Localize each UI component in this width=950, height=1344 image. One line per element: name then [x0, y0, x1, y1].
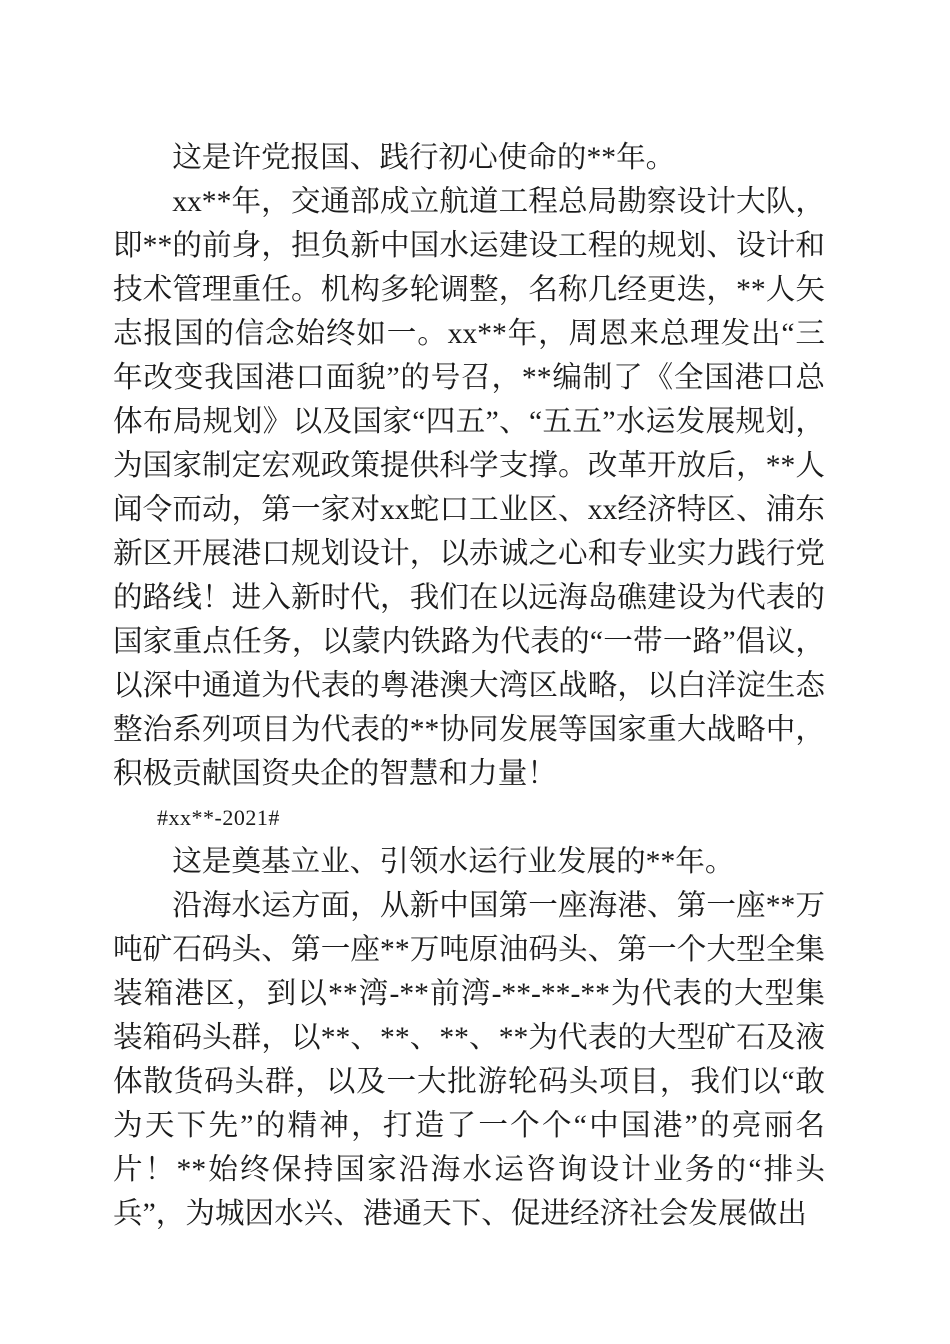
section-marker-year-range: #xx**-2021#	[157, 805, 280, 830]
document-body	[113, 136, 825, 1236]
paragraph-2: xx**年，交通部成立航道工程总局勘察设计大队，即**的前身，担负新中国水运建设工程的规划、设计和技术管理重任。机构多轮调整，名称几经更迭，**人矢志报国的信念始终如一。xx**年，周恩来总理发出“三年改变我国港口面貌”的号召，**编制了《全国港口总体布局规划》以及国家“四五”、“五五”水运发展规划，为国家制定宏观政策提供科学支撑。改革开放后，**人闻令而动，第一家对xx蛇口工业区、xx经济特区、浦东新区开展港口规划设计，以赤诚之心和专业实力践行党的路线！进入新时代，我们在以远海岛礁建设为代表的国家重点任务，以蒙内铁路为代表的“一带一路”倡议，以深中通道为代表的粤港澳大湾区战略，以白洋淀生态整治系列项目为代表的**协同发展等国家重大战略中，积极贡献国资央企的智慧和力量！	[113, 186, 825, 790]
paragraph-3: 这是奠基立业、引领水运行业发展的**年。	[172, 846, 735, 878]
paragraph-1: 这是许党报国、践行初心使命的**年。	[172, 142, 676, 174]
paragraph-4: 沿海水运方面，从新中国第一座海港、第一座**万吨矿石码头、第一座**万吨原油码头、第一个大型全集装箱港区，到以**湾-**前湾-**-**-**为代表的大型集装箱码头群，以**、**、**、**为代表的大型矿石及液体散货码头群，以及一大批游轮码头项目，我们以“敢为天下先”的精神，打造了一个个“中国港”的亮丽名片！**始终保持国家沿海水运咨询设计业务的“排头兵”，为城因水兴、港通天下、促进经济社会发展做出	[113, 890, 825, 1230]
